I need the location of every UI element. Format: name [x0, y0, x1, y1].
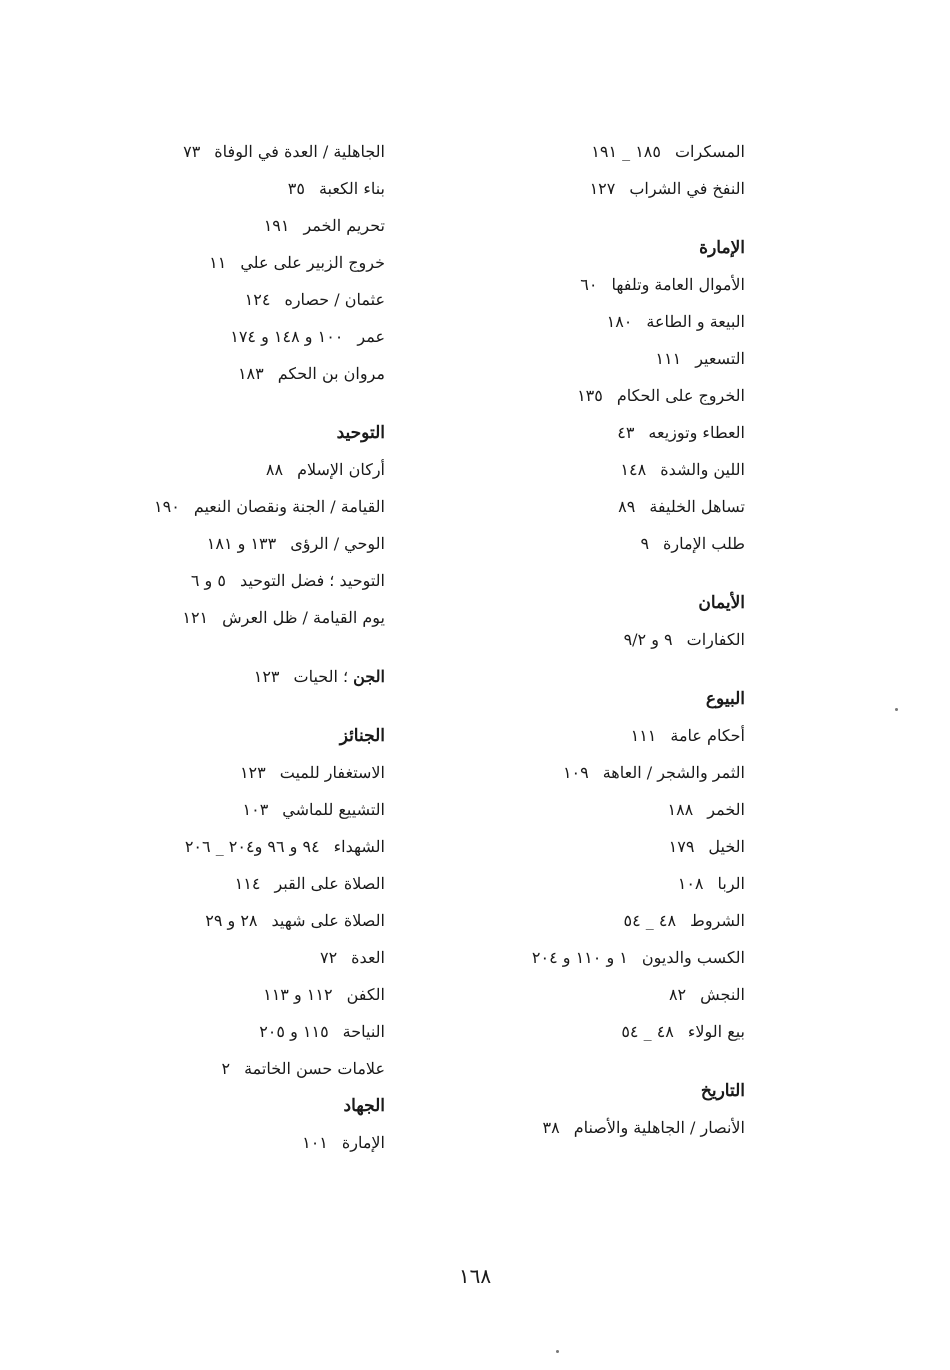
- index-entry: [475, 308, 745, 345]
- entry-topic: التوحيد ؛ فضل التوحيد: [239, 571, 385, 590]
- section-gap: [475, 567, 745, 589]
- entry-page-ref: ١٩٠: [154, 497, 180, 516]
- entry-page-ref: ٩٤ و ٩٦ و٢٠٤ _ ٢٠٦: [184, 837, 320, 856]
- entry-topic: طلب الإمارة: [663, 534, 745, 553]
- entry-page-ref: ٨٨: [265, 460, 284, 479]
- entry-page-ref: ١٨٣: [237, 364, 264, 383]
- entry-topic: الجاهلية / العدة في الوفاة: [214, 142, 385, 161]
- index-entry: [0, 456, 385, 493]
- index-entry: [0, 249, 385, 286]
- index-entry: [0, 981, 385, 1018]
- index-entry: [0, 944, 385, 981]
- index-entry: [475, 796, 745, 833]
- entry-page-ref: ٦٠: [580, 275, 598, 294]
- index-entry: [475, 981, 745, 1018]
- index-entry: [0, 323, 385, 360]
- entry-topic: الخمر: [707, 800, 745, 819]
- index-entry: [475, 271, 745, 308]
- index-entry: [475, 907, 745, 944]
- entry-topic: النياحة: [342, 1022, 385, 1041]
- section-gap: [475, 212, 745, 234]
- entry-page-ref: ١١١: [630, 726, 657, 745]
- entry-page-ref: ١٩١: [263, 216, 290, 235]
- entry-topic: الوحي / الرؤى: [290, 534, 385, 553]
- entry-page-ref: ١٢٧: [589, 179, 616, 198]
- section-gap: [0, 700, 385, 722]
- entry-topic: النجش: [700, 985, 745, 1004]
- entry-page-ref: ١٣٥: [577, 386, 603, 405]
- index-entry: [0, 286, 385, 323]
- entry-page-ref: ١٨٨: [667, 800, 694, 819]
- index-entry: [475, 1114, 745, 1151]
- entry-page-ref: ٨٩: [618, 497, 636, 516]
- entry-page-ref: ١٨٥ _ ١٩١: [591, 142, 661, 161]
- section-heading: التوحيد: [336, 423, 385, 443]
- entry-page-ref: ١١٥ و ٢٠٥: [259, 1022, 329, 1041]
- index-entry: [0, 604, 385, 641]
- entry-topic: الإمارة: [341, 1133, 385, 1152]
- entry-page-ref: ٣٥: [287, 179, 305, 198]
- scan-speck: [895, 708, 898, 711]
- index-entry: [475, 530, 745, 567]
- index-entry: [0, 138, 385, 175]
- entry-page-ref: ٧٢: [319, 948, 338, 967]
- entry-topic: الصلاة على شهيد: [271, 911, 385, 930]
- section-gap: [475, 663, 745, 685]
- entry-topic: عثمان / حصاره: [284, 290, 385, 309]
- index-entry: [475, 833, 745, 870]
- entry-page-ref: ٧٣: [183, 142, 201, 161]
- entry-topic: التسعير: [695, 349, 745, 368]
- index-entry: [475, 382, 745, 419]
- section-heading: الأيمان: [698, 593, 745, 613]
- entry-page-ref: ٥ و ٦: [190, 571, 226, 590]
- entry-topic: الثمر والشجر / العاهة: [602, 763, 745, 782]
- scan-speck: [556, 1350, 559, 1353]
- section-heading: البيوع: [705, 689, 745, 709]
- index-entry: [0, 530, 385, 567]
- index-entry: [475, 493, 745, 530]
- entry-topic: الربا: [717, 874, 745, 893]
- entry-page-ref: ١٠٨: [677, 874, 704, 893]
- entry-topic: العطاء وتوزيعه: [648, 423, 745, 442]
- entry-topic: بيع الولاء: [687, 1022, 745, 1041]
- section-gap: [475, 1055, 745, 1077]
- entry-topic: مروان بن الحكم: [277, 364, 385, 383]
- entry-topic: تحريم الخمر: [303, 216, 385, 235]
- index-column-left: [0, 138, 385, 1166]
- entry-topic: القيامة / الجنة ونقصان النعيم: [193, 497, 385, 516]
- entry-topic: الخيل: [708, 837, 745, 856]
- entry-topic: البيعة و الطاعة: [646, 312, 745, 331]
- entry-topic: التشييع للماشي: [282, 800, 385, 819]
- index-entry: [475, 345, 745, 382]
- index-entry: [475, 1018, 745, 1055]
- entry-page-ref: ٢٨ و ٢٩: [205, 911, 258, 930]
- entry-topic: الكفن: [346, 985, 385, 1004]
- entry-page-ref: ١٣٣ و ١٨١: [206, 534, 277, 553]
- index-entry: [0, 212, 385, 249]
- index-entry: [0, 796, 385, 833]
- entry-page-ref: ١٧٩: [668, 837, 695, 856]
- index-entry: [0, 870, 385, 907]
- entry-topic: بناء الكعبة: [318, 179, 385, 198]
- section-heading: الإمارة: [699, 238, 745, 258]
- entry-topic: النفخ في الشراب: [629, 179, 745, 198]
- entry-topic: اللين والشدة: [660, 460, 745, 479]
- entry-topic: الأنصار / الجاهلية والأصنام: [573, 1118, 745, 1137]
- index-entry: [475, 138, 745, 175]
- index-entry: [0, 567, 385, 604]
- entry-topic: الجن ؛ الحيات: [293, 667, 385, 686]
- entry-page-ref: ١٠١: [302, 1133, 328, 1152]
- section-heading: الجنائز: [339, 726, 385, 746]
- entry-topic: أحكام عامة: [670, 726, 745, 745]
- entry-topic: الشروط: [690, 911, 745, 930]
- entry-topic: عمر: [357, 327, 385, 346]
- index-entry: [0, 907, 385, 944]
- index-entry: [475, 419, 745, 456]
- index-entry: [475, 175, 745, 212]
- index-entry: [0, 1129, 385, 1166]
- index-entry: [475, 722, 745, 759]
- entry-page-ref: ١٤٨: [620, 460, 647, 479]
- section-heading: الجهاد: [343, 1096, 385, 1116]
- entry-page-ref: ٩: [640, 534, 650, 553]
- index-entry: [0, 1055, 385, 1092]
- entry-page-ref: ١٨٠: [606, 312, 633, 331]
- entry-page-ref: ١٠٣: [242, 800, 269, 819]
- entry-page-ref: ١٠٠ و ١٤٨ و ١٧٤: [230, 327, 344, 346]
- entry-page-ref: ١٢١: [182, 608, 209, 627]
- index-entry: [0, 759, 385, 796]
- index-entry: [0, 1018, 385, 1055]
- entry-page-ref: ٨٢: [668, 985, 687, 1004]
- index-entry: [475, 626, 745, 663]
- section-gap: [0, 641, 385, 663]
- entry-topic: الكفارات: [686, 630, 745, 649]
- entry-topic: العدة: [351, 948, 385, 967]
- entry-page-ref: ٤٨ _ ٥٤: [621, 1022, 674, 1041]
- entry-topic: الشهداء: [333, 837, 385, 856]
- entry-page-ref: ١١٢ و ١١٣: [263, 985, 333, 1004]
- index-column-right: [475, 138, 745, 1151]
- entry-page-ref: ١٢٣: [239, 763, 266, 782]
- entry-topic: خروج الزبير على علي: [240, 253, 385, 272]
- entry-page-ref: ٣٨: [542, 1118, 560, 1137]
- index-entry: [475, 759, 745, 796]
- entry-page-ref: ١ و ١١٠ و ٢٠٤: [531, 948, 628, 967]
- entry-topic: الخروج على الحكام: [616, 386, 745, 405]
- index-entry: [0, 663, 385, 700]
- entry-page-ref: ١١١: [655, 349, 682, 368]
- index-entry: [475, 944, 745, 981]
- entry-page-ref: ١١: [209, 253, 227, 272]
- entry-topic: الاستغفار للميت: [279, 763, 385, 782]
- index-entry: [475, 456, 745, 493]
- page-number: ١٦٨: [458, 1264, 492, 1288]
- entry-topic: الصلاة على القبر: [274, 874, 385, 893]
- entry-topic: علامات حسن الخاتمة: [244, 1059, 385, 1078]
- entry-topic: الأموال العامة وتلفها: [611, 275, 745, 294]
- entry-topic: يوم القيامة / ظل العرش: [222, 608, 385, 627]
- entry-page-ref: ٢: [221, 1059, 231, 1078]
- entry-topic: تساهل الخليفة: [649, 497, 745, 516]
- index-entry: [475, 870, 745, 907]
- index-entry: [0, 493, 385, 530]
- entry-page-ref: ١٢٣: [253, 667, 280, 686]
- section-heading: التاريخ: [700, 1081, 745, 1101]
- entry-page-ref: ٤٣: [617, 423, 635, 442]
- entry-topic: أركان الإسلام: [297, 460, 385, 479]
- entry-page-ref: ١٠٩: [562, 763, 589, 782]
- index-entry: [0, 360, 385, 397]
- entry-topic: المسكرات: [674, 142, 745, 161]
- entry-topic: الكسب والديون: [641, 948, 745, 967]
- entry-page-ref: ٤٨ _ ٥٤: [623, 911, 677, 930]
- entry-page-ref: ٩ و ٩/٢: [623, 630, 673, 649]
- entry-page-ref: ١٢٤: [244, 290, 271, 309]
- section-gap: [0, 397, 385, 419]
- index-entry: [0, 833, 385, 870]
- index-entry: [0, 175, 385, 212]
- entry-page-ref: ١١٤: [234, 874, 261, 893]
